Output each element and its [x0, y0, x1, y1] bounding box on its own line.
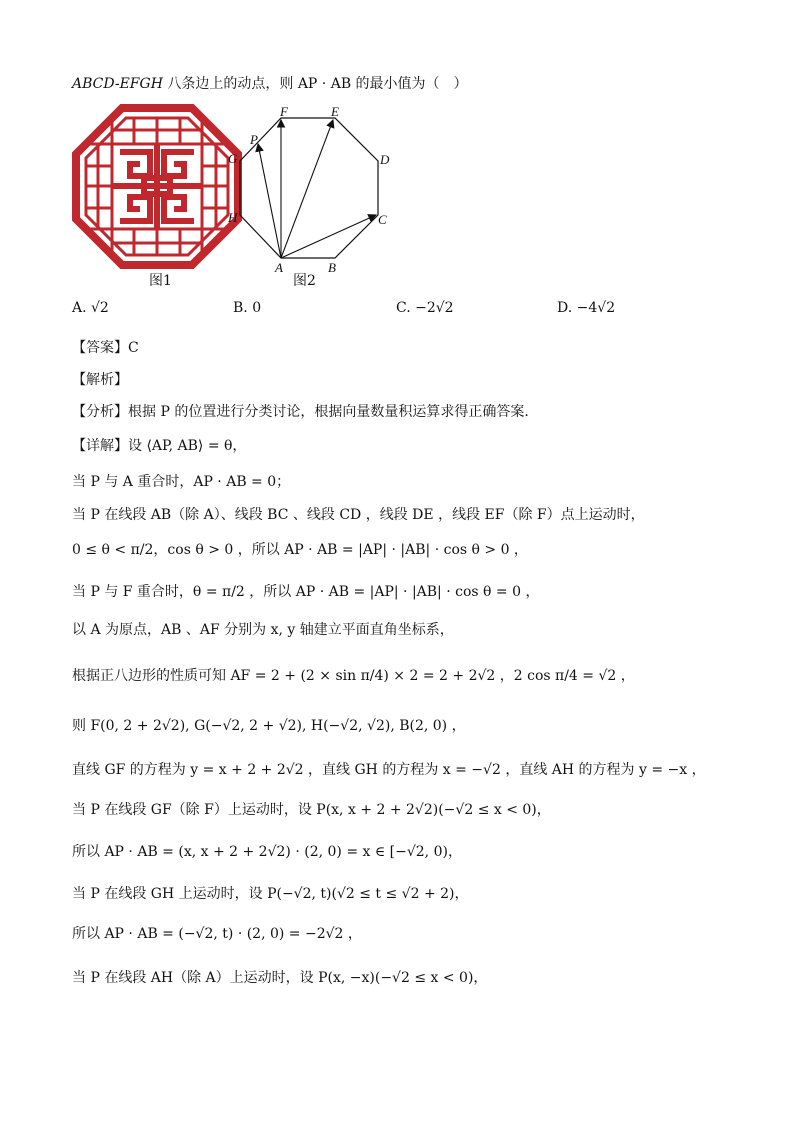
solution-line-1: 【分析】根据 P 的位置进行分类讨论，根据向量数量积运算求得正确答案. [72, 404, 529, 420]
solution-line-2: 【详解】设 ⟨AP, AB⟩ = θ， [72, 438, 247, 454]
option-b-letter: B. [233, 300, 248, 316]
figure-2-caption: 图2 [293, 273, 316, 289]
stem-text: 八条边上的动点，则 AP · AB 的最小值为（ ） [162, 76, 468, 92]
option-b-value: 0 [252, 300, 262, 316]
solution-line-5: 0 ≤ θ < π/2，cos θ > 0 ，所以 AP · AB = |AP| · |AB| · cos θ > 0 ， [72, 542, 528, 558]
vector-AP [258, 144, 281, 258]
label-E: E [331, 104, 339, 119]
option-a-value: √2 [91, 300, 109, 316]
option-d-letter: D. [557, 300, 573, 316]
question-stem [72, 74, 468, 94]
solution-line-4: 当 P 在线段 AB（除 A）、线段 BC 、线段 CD ，线段 DE ，线段 EF（除 F）点上运动时， [72, 507, 645, 523]
solution-line-10: 直线 GF 的方程为 y = x + 2 + 2√2 ，直线 GH 的方程为 x = −√2 ，直线 AH 的方程为 y = −x ， [72, 762, 706, 778]
solution-line-7: 以 A 为原点，AB 、AF 分别为 x, y 轴建立平面直角坐标系， [72, 622, 454, 638]
option-c[interactable] [396, 300, 454, 316]
option-a-letter: A. [72, 300, 87, 316]
figure-1-caption: 图1 [149, 273, 172, 289]
solution-line-14: 所以 AP · AB = (−√2, t) · (2, 0) = −2√2 ， [72, 926, 362, 942]
label-G: G [228, 151, 238, 166]
option-d-value: −4√2 [576, 300, 616, 316]
option-d[interactable] [557, 300, 615, 316]
label-B: B [328, 260, 336, 274]
figure-2-octagon [222, 104, 402, 274]
option-c-value: −2√2 [415, 300, 454, 316]
stem-prefix: ABCD-EFGH [72, 76, 163, 92]
label-H: H [228, 210, 238, 225]
figure-1-window-lattice [72, 104, 242, 269]
solution-line-6: 当 P 与 F 重合时，θ = π/2 ，所以 AP · AB = |AP| · |AB| · cos θ = 0 ， [72, 584, 540, 600]
solution-line-11: 当 P 在线段 GF（除 F）上运动时，设 P(x, x + 2 + 2√2)(−√2 ≤ x < 0)， [72, 802, 551, 818]
solution-line-13: 当 P 在线段 GH 上运动时，设 P(−√2, t)(√2 ≤ t ≤ √2 + 2)， [72, 886, 469, 902]
solution-line-3: 当 P 与 A 重合时，AP · AB = 0； [72, 474, 291, 490]
label-F: F [280, 104, 288, 119]
answer-line: 【答案】C [72, 340, 139, 356]
solution-line-12: 所以 AP · AB = (x, x + 2 + 2√2) · (2, 0) = x ∈ [−√2, 0)， [72, 844, 462, 860]
label-P: P [250, 132, 258, 147]
analysis-title: 【解析】 [72, 372, 128, 388]
octagon-outline [240, 118, 378, 258]
label-A: A [275, 260, 283, 274]
solution-line-9: 则 F(0, 2 + 2√2), G(−√2, 2 + √2), H(−√2, √2), B(2, 0) ， [72, 718, 466, 734]
solution-line-8: 根据正八边形的性质可知 AF = 2 + (2 × sin π/4) × 2 = 2 + 2√2 ，2 cos π/4 = √2 ， [72, 668, 635, 684]
label-D: D [380, 152, 390, 167]
vector-AE [281, 120, 333, 258]
option-b[interactable] [233, 300, 261, 316]
option-c-letter: C. [396, 300, 411, 316]
label-C: C [378, 212, 387, 227]
solution-line-15: 当 P 在线段 AH（除 A）上运动时，设 P(x, −x)(−√2 ≤ x < 0)， [72, 970, 488, 986]
option-a[interactable] [72, 300, 109, 316]
